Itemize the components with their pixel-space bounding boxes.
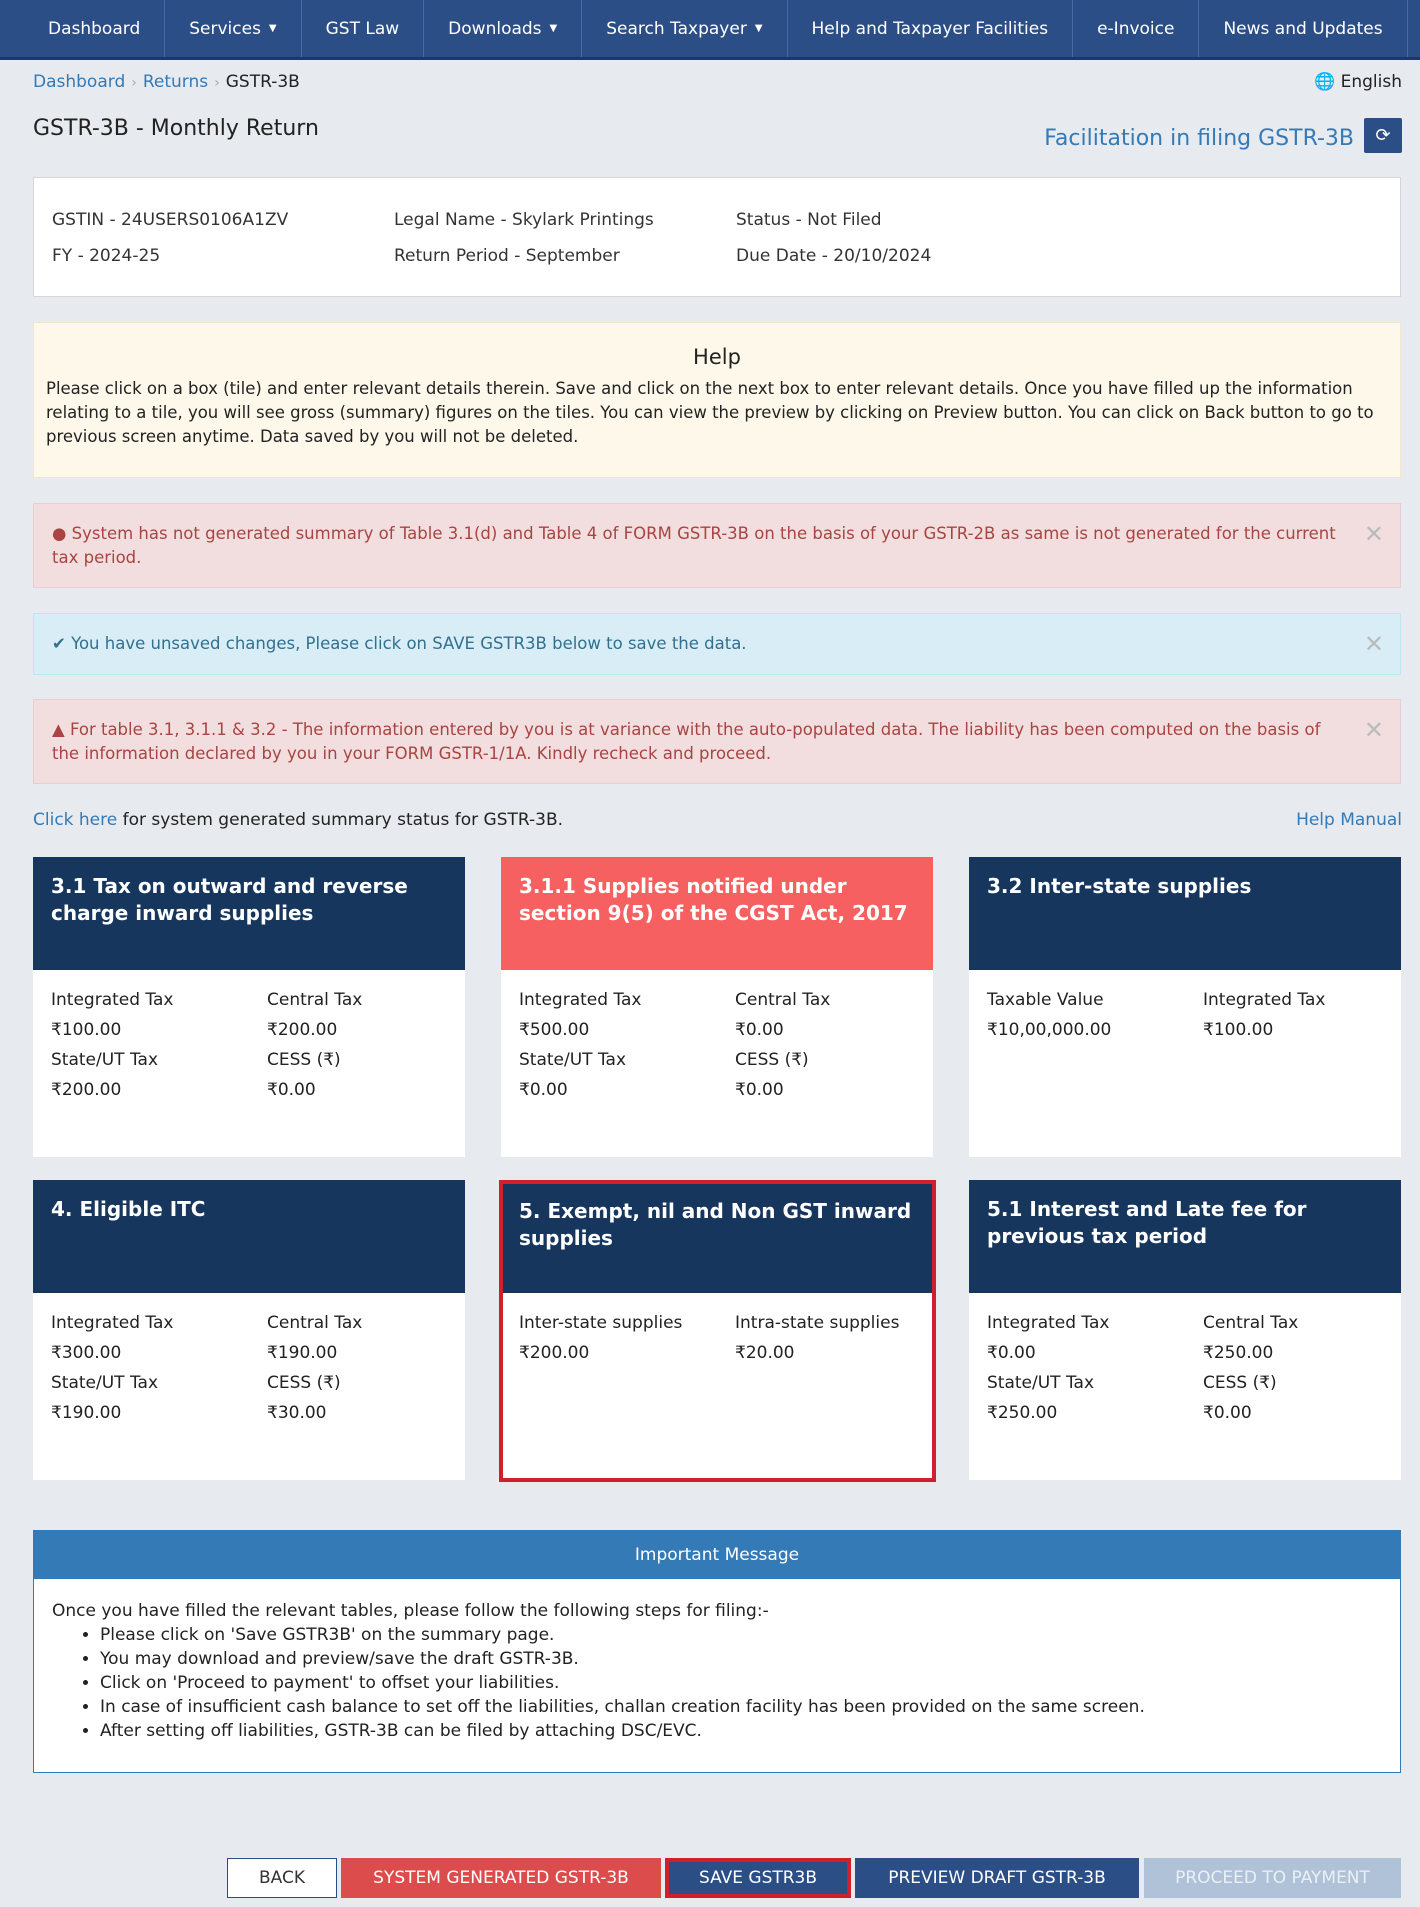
tile-title: 3.1.1 Supplies notified under section 9(5) of the CGST Act, 2017: [501, 857, 933, 970]
help-title: Help: [693, 345, 741, 369]
filing-status: Status - Not Filed: [736, 210, 882, 230]
tile-5-1[interactable]: [969, 1180, 1401, 1480]
tile-label: Inter-state supplies: [519, 1313, 683, 1333]
nav-label: Search Taxpayer: [606, 18, 747, 39]
tile-label: Central Tax: [1203, 1313, 1299, 1333]
tile-label: Integrated Tax: [519, 990, 642, 1010]
alert-system-summary: [33, 503, 1401, 588]
tile-label: State/UT Tax: [51, 1373, 159, 1393]
nav-label: News and Updates: [1223, 18, 1383, 39]
check-circle-icon: ✔: [52, 634, 66, 653]
tile-title: 5.1 Interest and Late fee for previous tax period: [969, 1180, 1401, 1293]
language-selector[interactable]: [1314, 72, 1402, 92]
important-intro: Once you have filled the relevant tables, please follow the following steps for filing:-: [52, 1601, 769, 1621]
tile-label: Taxable Value: [987, 990, 1104, 1010]
breadcrumb-current: GSTR-3B: [225, 72, 300, 92]
page-title: GSTR-3B - Monthly Return: [33, 116, 319, 141]
warning-icon: ▲: [52, 720, 65, 739]
gstin: GSTIN - 24USERS0106A1ZV: [52, 210, 289, 230]
tile-label: State/UT Tax: [519, 1050, 627, 1070]
list-item: • In case of insufficient cash balance to set off the liabilities, challan creation facility has been provided on the same screen.: [100, 1695, 1382, 1719]
tile-label: CESS (₹): [735, 1050, 809, 1070]
tile-value: ₹0.00: [987, 1343, 1036, 1363]
tile-label: State/UT Tax: [51, 1050, 159, 1070]
important-message-title: Important Message: [34, 1531, 1400, 1579]
close-icon[interactable]: ✕: [1363, 630, 1384, 658]
info-circle-icon: ●: [52, 524, 67, 543]
help-manual-link[interactable]: Help Manual: [1296, 810, 1402, 830]
nav-downloads[interactable]: [424, 0, 582, 57]
top-nav: [0, 0, 1420, 60]
tile-value: ₹190.00: [267, 1343, 338, 1363]
tile-value: ₹300.00: [51, 1343, 122, 1363]
tile-label: Integrated Tax: [51, 990, 174, 1010]
taxpayer-info: [33, 177, 1401, 297]
tile-label: Integrated Tax: [1203, 990, 1326, 1010]
nav-label: Dashboard: [48, 18, 141, 39]
list-item: • Please click on 'Save GSTR3B' on the summary page.: [100, 1623, 1382, 1647]
nav-help-facilities[interactable]: [788, 0, 1074, 57]
nav-label: Services: [189, 18, 261, 39]
click-here-link[interactable]: Click here: [33, 810, 118, 830]
tile-label: State/UT Tax: [987, 1373, 1095, 1393]
preview-draft-button[interactable]: PREVIEW DRAFT GSTR-3B: [855, 1858, 1139, 1898]
tile-value: ₹200.00: [519, 1343, 590, 1363]
tile-value: ₹200.00: [51, 1080, 122, 1100]
important-message: [33, 1530, 1401, 1773]
list-item: • You may download and preview/save the draft GSTR-3B.: [100, 1647, 1382, 1671]
help-panel: [33, 322, 1401, 478]
nav-services[interactable]: [165, 0, 301, 57]
close-icon[interactable]: ✕: [1363, 520, 1384, 548]
tile-label: CESS (₹): [1203, 1373, 1277, 1393]
breadcrumb: [33, 72, 300, 92]
system-generated-button[interactable]: SYSTEM GENERATED GSTR-3B: [341, 1858, 661, 1898]
tile-4[interactable]: [33, 1180, 465, 1480]
tile-label: CESS (₹): [267, 1050, 341, 1070]
tile-value: ₹20.00: [735, 1343, 795, 1363]
tile-value: ₹10,00,000.00: [987, 1020, 1112, 1040]
tile-title: 3.1 Tax on outward and reverse charge inward supplies: [33, 857, 465, 970]
alert-variance: [33, 699, 1401, 784]
tile-label: Intra-state supplies: [735, 1313, 900, 1333]
tile-value: ₹100.00: [1203, 1020, 1274, 1040]
important-steps: [52, 1623, 1382, 1743]
summary-status-text: for system generated summary status for GSTR-3B.: [117, 810, 564, 830]
tile-label: Central Tax: [735, 990, 831, 1010]
tile-value: ₹0.00: [519, 1080, 568, 1100]
nav-gst-law[interactable]: [302, 0, 425, 57]
tile-value: ₹250.00: [987, 1403, 1058, 1423]
nav-e-invoice[interactable]: [1073, 0, 1199, 57]
financial-year: FY - 2024-25: [52, 246, 161, 266]
tile-3-1[interactable]: [33, 857, 465, 1157]
tile-value: ₹190.00: [51, 1403, 122, 1423]
tile-value: ₹0.00: [1203, 1403, 1252, 1423]
proceed-to-payment-button[interactable]: PROCEED TO PAYMENT: [1144, 1858, 1401, 1898]
due-date: Due Date - 20/10/2024: [736, 246, 932, 266]
tile-title: 3.2 Inter-state supplies: [969, 857, 1401, 970]
alert-text: You have unsaved changes, Please click on SAVE GSTR3B below to save the data.: [71, 634, 747, 653]
alert-text: System has not generated summary of Table 3.1(d) and Table 4 of FORM GSTR-3B on the basis of your GSTR-2B as same is not generated for the current tax period.: [52, 524, 1336, 567]
help-text: Please click on a box (tile) and enter relevant details therein. Save and click on the next box to enter relevant details. Once you have filled up the information relating to a tile, you will see gross (summary) figures on the tiles. You can view the preview by clicking on Preview button. You can click on Back button to go to previous screen anytime. Data saved by you will not be deleted.: [46, 379, 1374, 446]
language-label: English: [1340, 72, 1402, 92]
refresh-button[interactable]: [1364, 118, 1402, 153]
tile-3-1-1[interactable]: [501, 857, 933, 1157]
nav-label: e-Invoice: [1097, 18, 1175, 39]
tile-value: ₹500.00: [519, 1020, 590, 1040]
breadcrumb-dashboard[interactable]: Dashboard: [33, 72, 126, 92]
tile-label: CESS (₹): [267, 1373, 341, 1393]
globe-icon: 🌐: [1314, 72, 1336, 92]
nav-search-taxpayer[interactable]: [582, 0, 787, 57]
breadcrumb-returns[interactable]: Returns: [142, 72, 209, 92]
tile-3-2[interactable]: [969, 857, 1401, 1157]
tile-value: ₹250.00: [1203, 1343, 1274, 1363]
tile-value: ₹100.00: [51, 1020, 122, 1040]
nav-label: Downloads: [448, 18, 542, 39]
tile-value: ₹200.00: [267, 1020, 338, 1040]
caret-down-icon: ▼: [549, 23, 558, 34]
nav-news-updates[interactable]: [1199, 0, 1407, 57]
alert-unsaved: [33, 613, 1401, 675]
save-gstr3b-button[interactable]: SAVE GSTR3B: [665, 1858, 851, 1898]
tile-label: Integrated Tax: [51, 1313, 174, 1333]
tile-value: ₹30.00: [267, 1403, 327, 1423]
nav-label: GST Law: [325, 18, 400, 39]
return-period: Return Period - September: [394, 246, 620, 266]
nav-dashboard[interactable]: [24, 0, 165, 57]
chevron-right-icon: ›: [131, 75, 137, 91]
close-icon[interactable]: ✕: [1363, 716, 1384, 744]
tile-label: Integrated Tax: [987, 1313, 1110, 1333]
list-item: • Click on 'Proceed to payment' to offset your liabilities.: [100, 1671, 1382, 1695]
facilitation-link[interactable]: Facilitation in filing GSTR-3B: [1044, 126, 1354, 151]
caret-down-icon: ▼: [754, 23, 763, 34]
tile-5[interactable]: [499, 1180, 936, 1482]
tile-value: ₹0.00: [735, 1080, 784, 1100]
tile-label: Central Tax: [267, 1313, 363, 1333]
legal-name: Legal Name - Skylark Printings: [394, 210, 654, 230]
tile-title: 4. Eligible ITC: [33, 1180, 465, 1293]
caret-down-icon: ▼: [268, 23, 277, 34]
summary-status-row: [33, 810, 563, 830]
list-item: • After setting off liabilities, GSTR-3B can be filed by attaching DSC/EVC.: [100, 1719, 1382, 1743]
tile-value: ₹0.00: [267, 1080, 316, 1100]
nav-label: Help and Taxpayer Facilities: [811, 18, 1049, 39]
back-button[interactable]: BACK: [227, 1858, 337, 1898]
tile-value: ₹0.00: [735, 1020, 784, 1040]
chevron-right-icon: ›: [214, 75, 220, 91]
alert-text: For table 3.1, 3.1.1 & 3.2 - The information entered by you is at variance with the auto-populated data. The liability has been computed on the basis of the information declared by you in your FORM GSTR-1/1A. Kindly recheck and proceed.: [52, 720, 1321, 763]
tile-title: 5. Exempt, nil and Non GST inward supplies: [503, 1184, 932, 1293]
tile-label: Central Tax: [267, 990, 363, 1010]
refresh-icon: ⟳: [1375, 125, 1391, 146]
